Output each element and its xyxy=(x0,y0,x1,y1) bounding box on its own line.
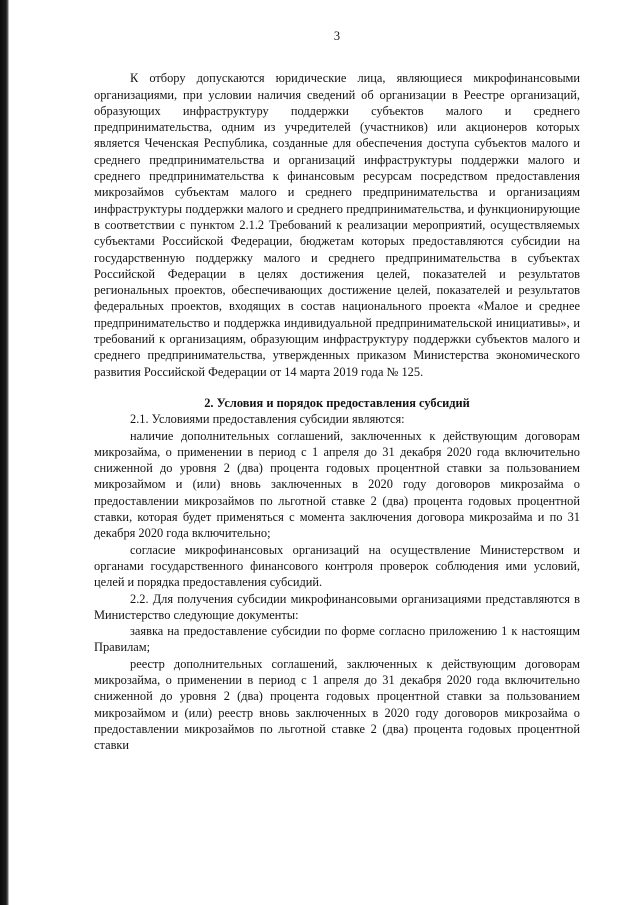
paragraph-2-2: 2.2. Для получения субсидии микрофинансовыми организациями представляются в Министерство следующие документы: xyxy=(94,591,580,622)
paragraph-application: заявка на предоставление субсидии по форме согласно приложению 1 к настоящим Правилам; xyxy=(94,624,580,655)
page-number: 3 xyxy=(333,29,341,43)
paragraph-registry: реестр дополнительных соглашений, заключенных к действующим договорам микрозайма, о применении в период с 1 апреля до 31 декабря 2020 года включительно сниженной до уровня 2 (два) процента годовых процентной ставки за пользованием микрозаймом и (или) реестр вновь заключенных в 2020 году договоров микрозайма о предоставлении микрозаймов по льготной ставке 2 (два) процента годовых процентной ставки xyxy=(94,656,580,753)
document-page xyxy=(94,28,580,753)
paragraph-condition-consent: согласие микрофинансовых организаций на осуществление Министерством и органами государственного финансового контроля проверок соблюдения ими условий, целей и порядка предоставления субсидий. xyxy=(94,542,580,590)
scan-edge-shadow xyxy=(0,0,9,905)
paragraph-2-1: 2.1. Условиями предоставления субсидии являются: xyxy=(130,412,405,427)
paragraph-condition-agreements: наличие дополнительных соглашений, заключенных к действующим договорам микрозайма, о применении в период с 1 апреля до 31 декабря 2020 года включительно сниженной до уровня 2 (два) процента годовых процентной ставки за пользованием микрозаймом и (или) вновь заключенных в 2020 году договоров микрозайма о предоставлении микрозаймов по льготной ставке 2 (два) процента годовых процентной ставки, которая будет применяться с момента заключения договора микрозайма и по 31 декабря 2020 года включительно; xyxy=(94,428,580,541)
section-heading: 2. Условия и порядок предоставления субсидий xyxy=(204,395,470,410)
paragraph-intro: К отбору допускаются юридические лица, являющиеся микрофинансовыми организациями, при условии наличия сведений об организации в Реестре организаций, образующих инфраструктуру поддержки субъектов малого и среднего предпринимательства, одним из учредителей (участников) или акционеров которых является Чеченская Республика, созданные для обеспечения доступа субъектов малого и среднего предпринимательства и организаций инфраструктуры поддержки малого и среднего предпринимательства к финансовым ресурсам посредством предоставления микрозаймов субъектам малого и среднего предпринимательства и организациям инфраструктуры поддержки малого и среднего предпринимательства, и функционирующие в соответствии с пунктом 2.1.2 Требований к реализации мероприятий, осуществляемых субъектами Российской Федерации, бюджетам которых предоставляются субсидии на государственную поддержку малого и среднего предпринимательства в субъектах Российской Федерации в целях достижения целей, показателей и результатов региональных проектов, обеспечивающих достижение целей, показателей и результатов федеральных проектов, входящих в состав национального проекта «Малое и среднее предпринимательство и поддержка индивидуальной предпринимательской инициативы», и требований к организациям, образующим инфраструктуру поддержки субъектов малого и среднего предпринимательства, утвержденных приказом Министерства экономического развития Российской Федерации от 14 марта 2019 года № 125. xyxy=(94,71,580,379)
